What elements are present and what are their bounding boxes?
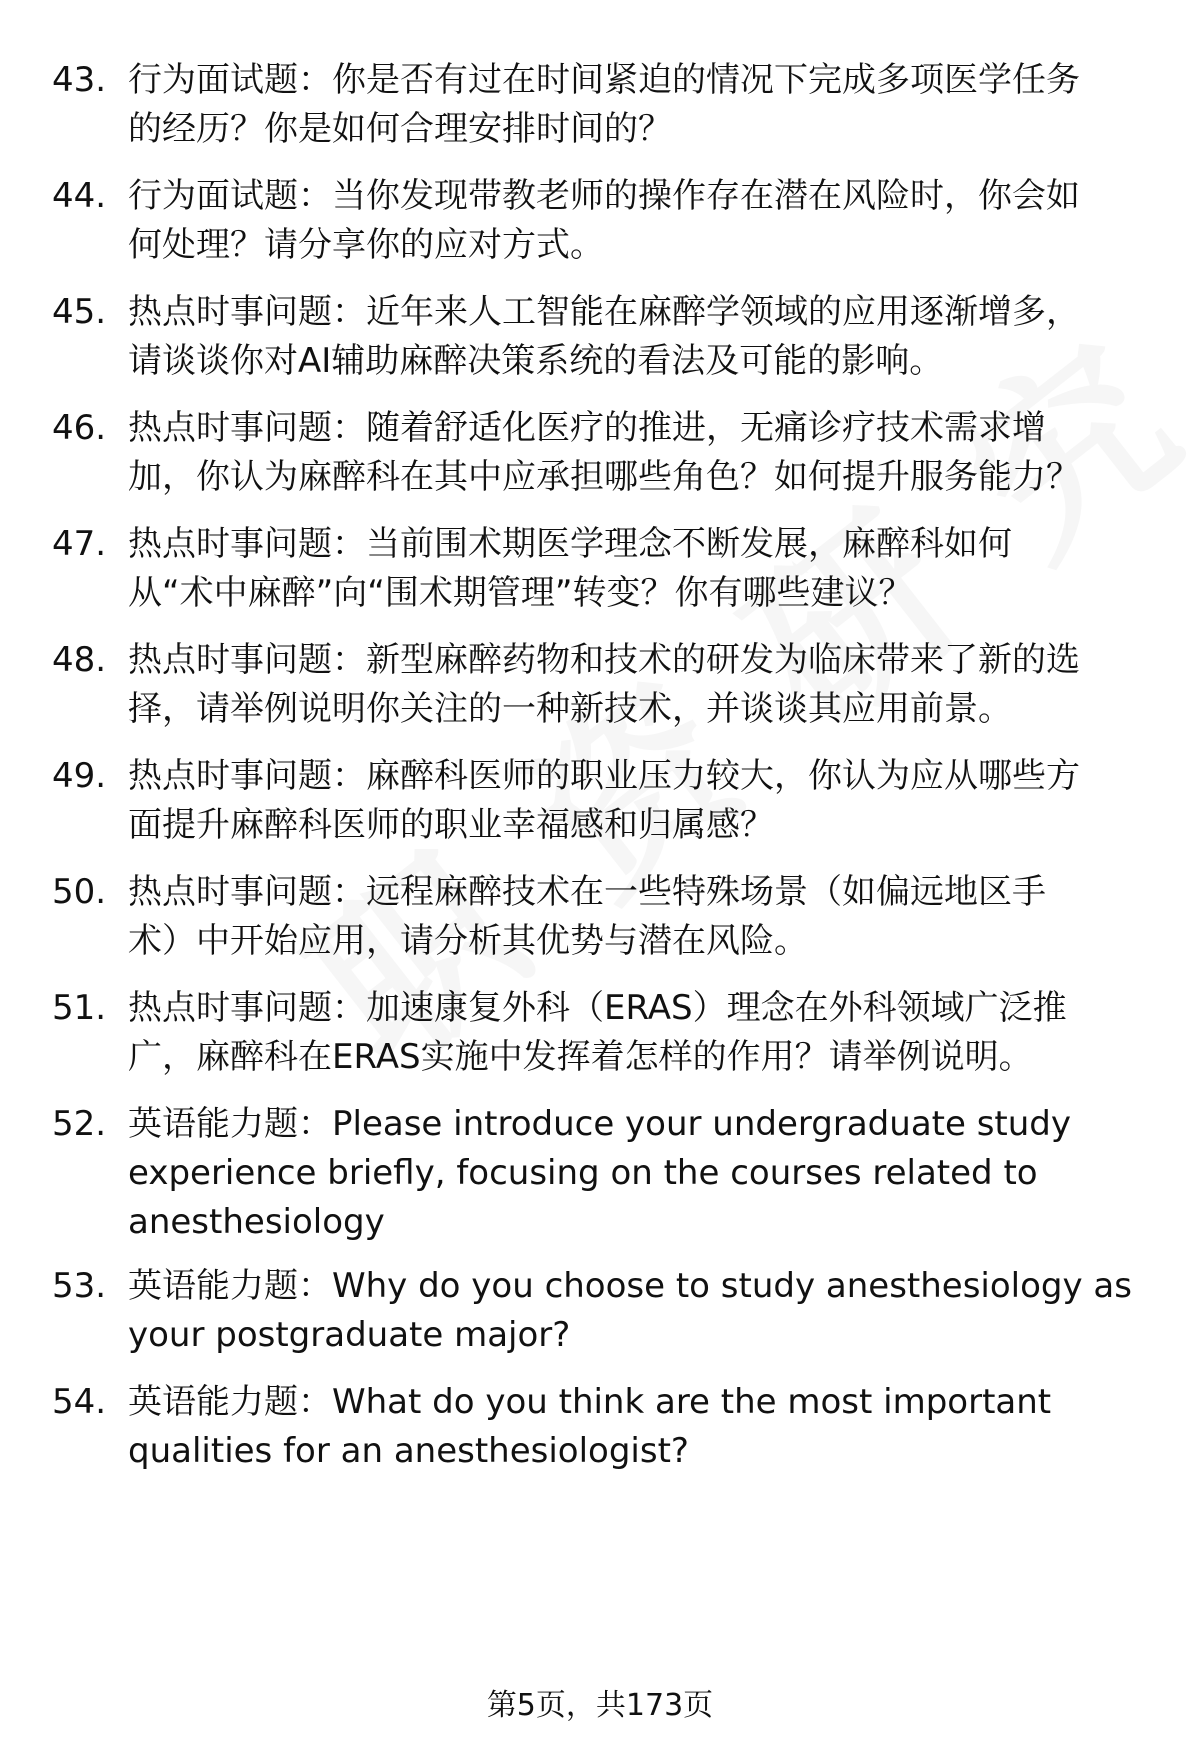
question-line: 行为面试题：你是否有过在时间紧迫的情况下完成多项医学任务 (128, 60, 1080, 100)
question-text (128, 752, 1160, 850)
question-text (128, 520, 1160, 618)
question-line: 英语能力题：Please introduce your undergraduate study (128, 1104, 1072, 1144)
question-line: 择，请举例说明你关注的一种新技术，并谈谈其应用前景。 (128, 689, 1012, 729)
question-line: 热点时事问题：当前围术期医学理念不断发展，麻醉科如何 (128, 524, 1012, 564)
question-line: 热点时事问题：随着舒适化医疗的推进，无痛诊疗技术需求增 (128, 408, 1046, 448)
question-number: 45. (52, 292, 107, 332)
page-footer: 第5页，共173页 (486, 1688, 714, 1723)
question-text (128, 636, 1160, 734)
question-line: 热点时事问题：麻醉科医师的职业压力较大，你认为应从哪些方 (128, 756, 1080, 796)
question-text (128, 56, 1160, 154)
question-number: 53. (52, 1266, 107, 1306)
question-line: 热点时事问题：加速康复外科（ERAS）理念在外科领域广泛推 (128, 988, 1067, 1028)
question-text (128, 288, 1160, 386)
question-number: 52. (52, 1104, 107, 1144)
question-text (128, 404, 1160, 502)
question-number: 47. (52, 524, 107, 564)
question-line: 英语能力题：Why do you choose to study anesthesiology as (128, 1266, 1132, 1306)
question-text (128, 984, 1160, 1082)
question-text (128, 1100, 1160, 1247)
question-line: 行为面试题：当你发现带教老师的操作存在潜在风险时，你会如 (128, 176, 1080, 216)
question-line: 从“术中麻醉”向“围术期管理”转变？你有哪些建议？ (128, 573, 913, 613)
question-number: 43. (52, 60, 107, 100)
question-line: 术）中开始应用，请分析其优势与潜在风险。 (128, 921, 808, 961)
question-line: 热点时事问题：近年来人工智能在麻醉学领域的应用逐渐增多， (128, 292, 1080, 332)
question-text (128, 1262, 1160, 1360)
question-text (128, 868, 1160, 966)
question-text (128, 172, 1160, 270)
question-number: 46. (52, 408, 107, 448)
question-number: 48. (52, 640, 107, 680)
question-line: 热点时事问题：远程麻醉技术在一些特殊场景（如偏远地区手 (128, 872, 1046, 912)
question-line: your postgraduate major? (128, 1315, 571, 1355)
question-line: 英语能力题：What do you think are the most important (128, 1382, 1052, 1422)
question-number: 54. (52, 1382, 107, 1422)
question-line: 加，你认为麻醉科在其中应承担哪些角色？如何提升服务能力？ (128, 457, 1080, 497)
question-line: 请谈谈你对AI辅助麻醉决策系统的看法及可能的影响。 (128, 341, 944, 381)
question-number: 49. (52, 756, 107, 796)
question-line: 广，麻醉科在ERAS实施中发挥着怎样的作用？请举例说明。 (128, 1037, 1033, 1077)
question-line: 面提升麻醉科医师的职业幸福感和归属感？ (128, 805, 774, 845)
question-number: 44. (52, 176, 107, 216)
question-line: qualities for an anesthesiologist? (128, 1431, 689, 1471)
question-line: 的经历？你是如何合理安排时间的？ (128, 109, 672, 149)
question-text (128, 1378, 1160, 1476)
question-number: 50. (52, 872, 107, 912)
question-number: 51. (52, 988, 107, 1028)
question-line: 何处理？请分享你的应对方式。 (128, 225, 604, 265)
question-line: anesthesiology (128, 1202, 385, 1242)
question-line: experience briefly, focusing on the courses related to (128, 1153, 1038, 1193)
question-line: 热点时事问题：新型麻醉药物和技术的研发为临床带来了新的选 (128, 640, 1080, 680)
